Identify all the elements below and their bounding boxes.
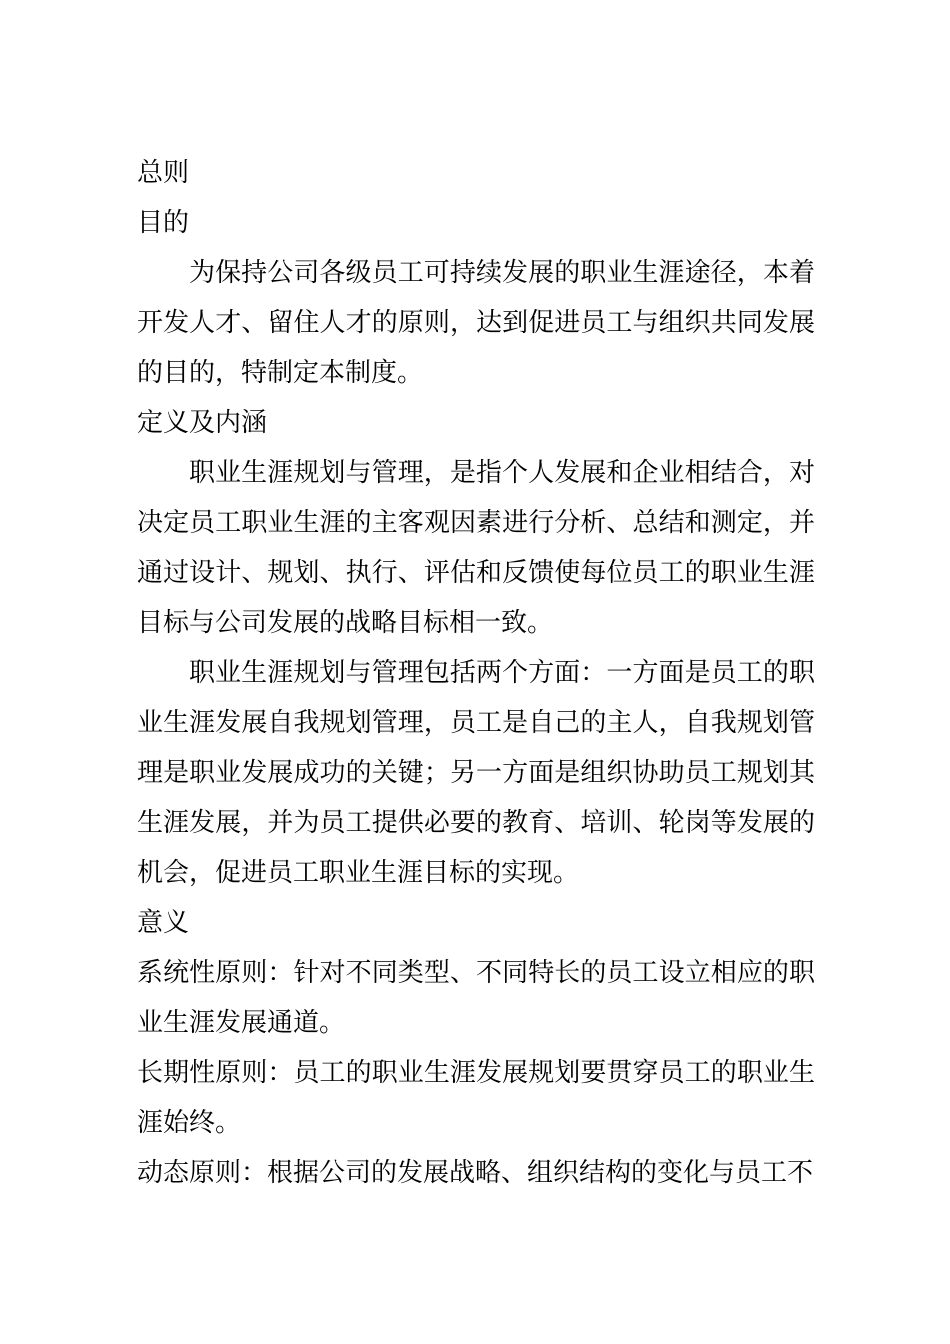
document-title: 总则 [137,158,190,188]
principle-dynamic: 动态原则：根据公司的发展战略、组织结构的变化与员工不 [137,1158,814,1188]
section-heading-definition: 定义及内涵 [137,408,268,438]
section-heading-significance: 意义 [137,908,190,938]
paragraph-definition-1: 职业生涯规划与管理，是指个人发展和企业相结合，对决定员工职业生涯的主客观因素进行分析、总结和测定，并通过设计、规划、执行、评估和反馈使每位员工的职业生涯目标与公司发展的战略目标相一致。 [137,458,815,638]
section-heading-purpose: 目的 [137,208,190,238]
paragraph-purpose: 为保持公司各级员工可持续发展的职业生涯途径，本着开发人才、留住人才的原则，达到促进员工与组织共同发展的目的，特制定本制度。 [137,258,815,388]
principle-systematic: 系统性原则：针对不同类型、不同特长的员工设立相应的职业生涯发展通道。 [137,958,815,1038]
paragraph-definition-2: 职业生涯规划与管理包括两个方面：一方面是员工的职业生涯发展自我规划管理，员工是自己的主人，自我规划管理是职业发展成功的关键；另一方面是组织协助员工规划其生涯发展，并为员工提供必要的教育、培训、轮岗等发展的机会，促进员工职业生涯目标的实现。 [137,658,815,888]
principle-long-term: 长期性原则：员工的职业生涯发展规划要贯穿员工的职业生涯始终。 [137,1058,815,1138]
document-body [137,148,815,1198]
